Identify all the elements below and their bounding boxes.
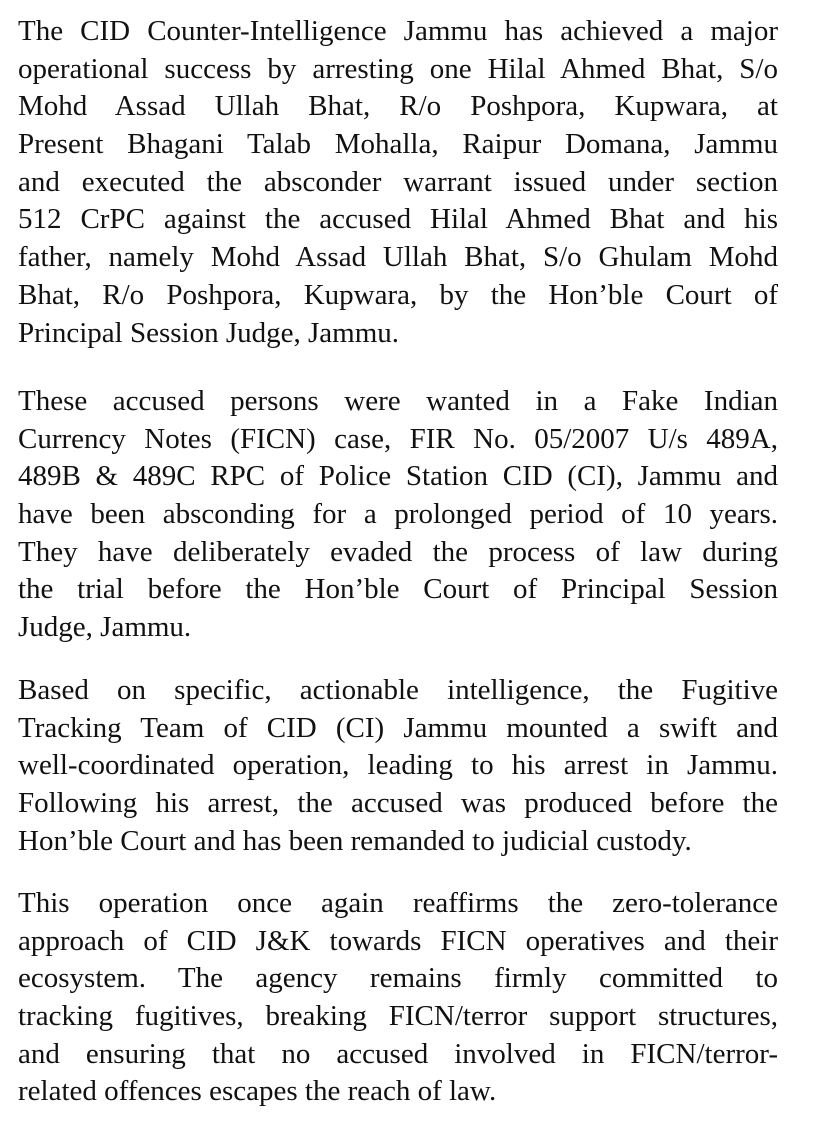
paragraph-arrest-details: [18, 13, 778, 352]
text-line: and ensuring that no accused involved in FICN/terror-: [18, 1037, 778, 1070]
text-line: father, namely Mohd Assad Ullah Bhat, S/o Ghulam Mohd: [18, 241, 778, 274]
text-line: have been absconding for a prolonged period of 10 years.: [18, 498, 778, 531]
text-line: related offences escapes the reach of law.: [18, 1075, 497, 1108]
text-line: These accused persons were wanted in a Fake Indian: [18, 385, 778, 417]
text-line: Hon’ble Court and has been remanded to judicial custody.: [18, 824, 692, 857]
text-line: Following his arrest, the accused was produced before the: [18, 787, 778, 820]
paragraph-case-background: [18, 383, 778, 647]
text-line: Mohd Assad Ullah Bhat, R/o Poshpora, Kupwara, at: [18, 90, 778, 123]
text-line: tracking fugitives, breaking FICN/terror support structures,: [18, 1000, 778, 1033]
text-line: Currency Notes (FICN) case, FIR No. 05/2007 U/s 489A,: [18, 422, 778, 455]
text-line: This operation once again reaffirms the zero-tolerance: [18, 887, 778, 919]
paragraph-operation: [18, 672, 778, 860]
text-line: 512 CrPC against the accused Hilal Ahmed Bhat and his: [18, 203, 778, 236]
text-line: Tracking Team of CID (CI) Jammu mounted a swift and: [18, 711, 778, 744]
text-line: and executed the absconder warrant issued under section: [18, 165, 778, 198]
text-line: approach of CID J&K towards FICN operatives and their: [18, 924, 778, 957]
text-line: well-coordinated operation, leading to his arrest in Jammu.: [18, 749, 778, 782]
text-line: 489B & 489C RPC of Police Station CID (CI), Jammu and: [18, 460, 778, 493]
text-line: Principal Session Judge, Jammu.: [18, 316, 400, 349]
text-line: Present Bhagani Talab Mohalla, Raipur Domana, Jammu: [18, 128, 778, 161]
text-line: operational success by arresting one Hilal Ahmed Bhat, S/o: [18, 52, 778, 85]
text-line: the trial before the Hon’ble Court of Principal Session: [18, 573, 778, 606]
text-line: Bhat, R/o Poshpora, Kupwara, by the Hon’ble Court of: [18, 278, 778, 311]
text-line: They have deliberately evaded the process of law during: [18, 535, 778, 568]
text-line: Based on specific, actionable intelligence, the Fugitive: [18, 674, 778, 706]
text-line: Judge, Jammu.: [18, 611, 192, 644]
paragraph-commitment: [18, 885, 778, 1111]
text-line: ecosystem. The agency remains firmly committed to: [18, 962, 778, 995]
text-line: The CID Counter-Intelligence Jammu has achieved a major: [18, 15, 778, 47]
